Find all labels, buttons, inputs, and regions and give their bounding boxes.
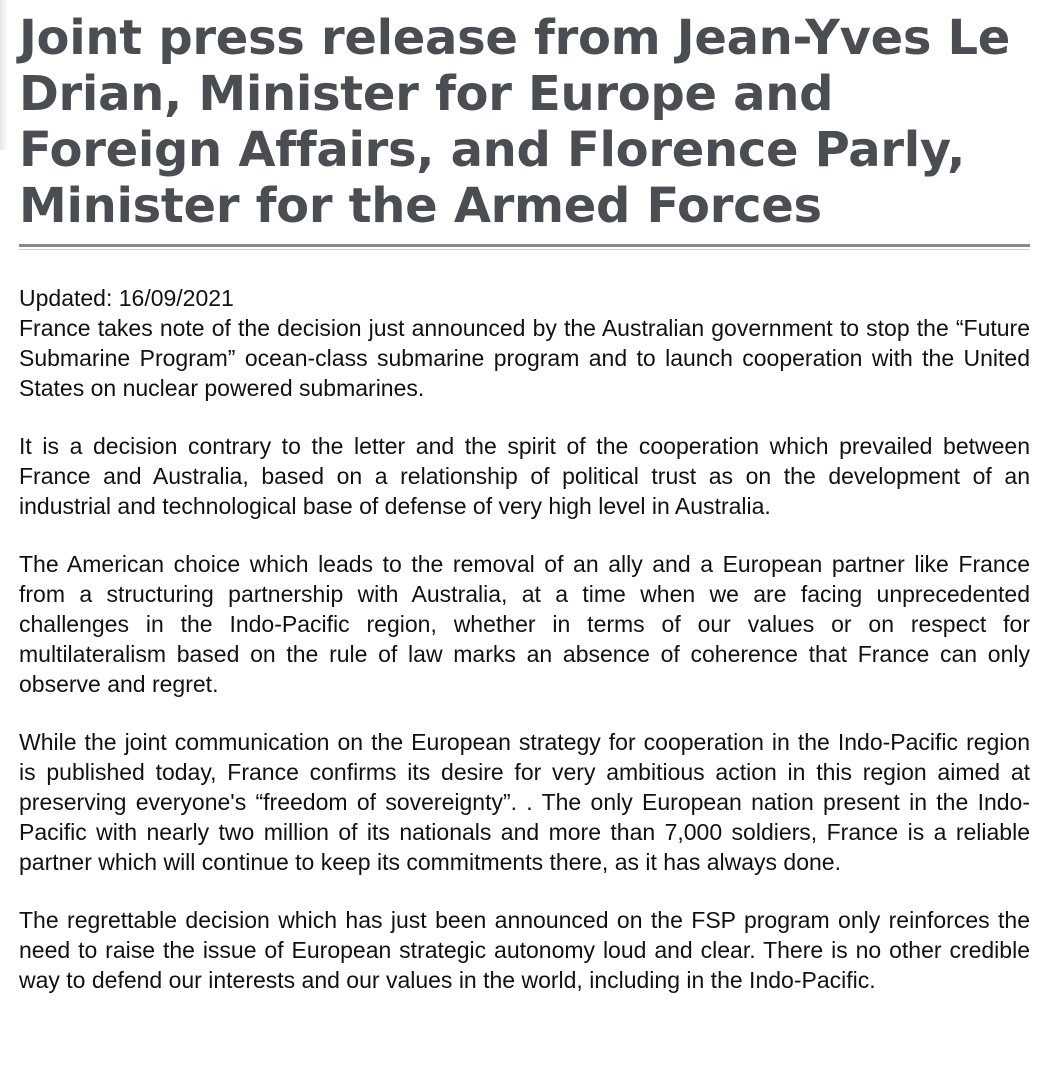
updated-date: Updated: 16/09/2021 <box>19 285 234 311</box>
paragraph: While the joint communication on the European strategy for cooperation in the Indo-Pacific region is published today, France confirms its desire for very ambitious action in this region aimed at preserving everyone's “freedom of sovereignty”. . The only European nation present in the Indo-Pacific with nearly two million of its nationals and more than 7,000 soldiers, France is a reliable partner which will continue to keep its commitments there, as it has always done. <box>19 729 1030 875</box>
paragraph: The regrettable decision which has just been announced on the FSP program only reinforces the need to raise the issue of European strategic autonomy loud and clear. There is no other credible way to defend our interests and our values in the world, including in the Indo-Pacific. <box>19 907 1030 993</box>
paragraph: It is a decision contrary to the letter and the spirit of the cooperation which prevailed between France and Australia, based on a relationship of political trust as on the development of an industrial and technological base of defense of very high level in Australia. <box>19 433 1030 519</box>
press-release <box>19 10 1030 1023</box>
title-divider <box>19 244 1030 250</box>
page-edge-shadow <box>0 0 8 150</box>
article-body <box>19 313 1030 995</box>
paragraph: The American choice which leads to the removal of an ally and a European partner like France from a structuring partnership with Australia, at a time when we are facing unprecedented challenges in the Indo-Pacific region, whether in terms of our values or on respect for multilateralism based on the rule of law marks an absence of coherence that France can only observe and regret. <box>19 551 1030 697</box>
page-title: Joint press release from Jean-Yves Le Drian, Minister for Europe and Foreign Affairs, and Florence Parly, Minister for the Armed Forces <box>19 10 1011 234</box>
paragraph: France takes note of the decision just announced by the Australian government to stop the “Future Submarine Program” ocean-class submarine program and to launch cooperation with the United States on nuclear powered submarines. <box>19 315 1030 401</box>
